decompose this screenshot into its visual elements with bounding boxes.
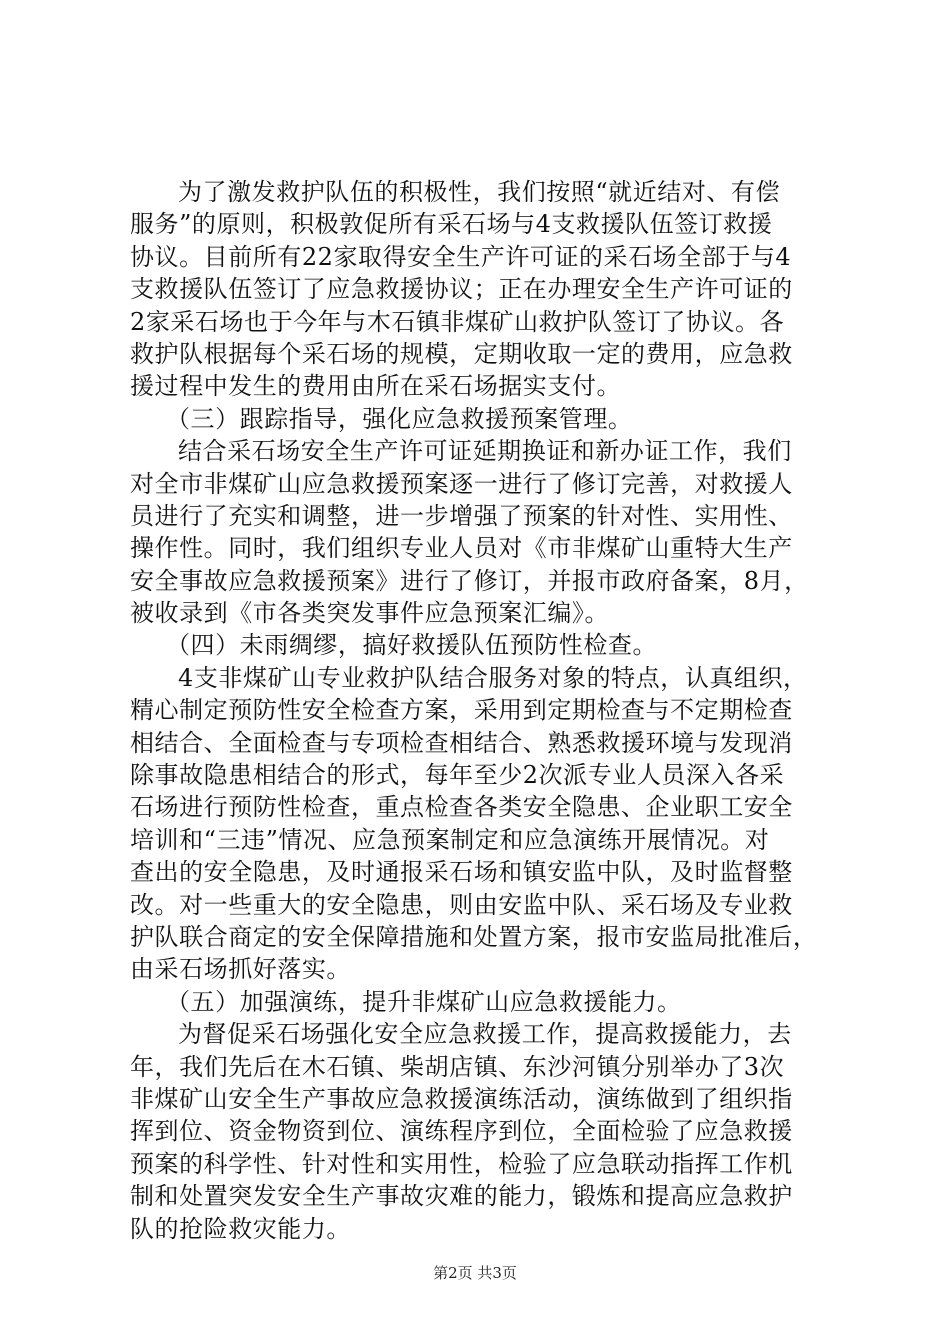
paragraph-line: 护队联合商定的安全保障措施和处置方案，报市安监局批准后， xyxy=(130,922,818,951)
paragraph-line: 对全市非煤矿山应急救援预案逐一进行了修订完善，对救援人 xyxy=(130,469,793,498)
paragraph-line: 结合采石场安全生产许可证延期换证和新办证工作，我们 xyxy=(178,437,792,466)
paragraph-line: 石场进行预防性检查，重点检查各类安全隐患、企业职工安全 xyxy=(130,793,793,822)
paragraph-line: 培训和“三违”情况、应急预案制定和应急演练开展情况。对 xyxy=(130,825,770,854)
paragraph-line: 年，我们先后在木石镇、柴胡店镇、东沙河镇分别举办了3次 xyxy=(130,1052,785,1081)
paragraph-line: 员进行了充实和调整，进一步增强了预案的针对性、实用性、 xyxy=(130,501,793,530)
page-number-footer: 第2页 共3页 xyxy=(433,1264,517,1282)
paragraph-line: 安全事故应急救援预案》进行了修订，并报市政府备案，8月， xyxy=(130,566,809,595)
paragraph-line: 队的抢险救灾能力。 xyxy=(130,1214,351,1243)
paragraph-line: 援过程中发生的费用由所在采石场据实支付。 xyxy=(130,372,621,401)
paragraph-line: 被收录到《市各类突发事件应急预案汇编》。 xyxy=(130,599,609,628)
paragraph-line: 查出的安全隐患，及时通报采石场和镇安监中队，及时监督整 xyxy=(130,858,793,887)
paragraph-line: 预案的科学性、针对性和实用性，检验了应急联动指挥工作机 xyxy=(130,1149,793,1178)
paragraph-line: 改。对一些重大的安全隐患，则由安监中队、采石场及专业救 xyxy=(130,890,793,919)
paragraph-line: 为了激发救护队伍的积极性，我们按照“就近结对、有偿 xyxy=(178,178,781,206)
section-heading: （三）跟踪指导，强化应急救援预案管理。 xyxy=(166,404,633,433)
paragraph-line: 协议。目前所有22家取得安全生产许可证的采石场全部于与4 xyxy=(130,242,792,271)
paragraph-line: 救护队根据每个采石场的规模，定期收取一定的费用，应急救 xyxy=(130,339,793,368)
section-heading: （五）加强演练，提升非煤矿山应急救援能力。 xyxy=(166,987,682,1016)
paragraph-line: 支救援队伍签订了应急救援协议；正在办理安全生产许可证的 xyxy=(130,275,793,304)
paragraph-line: 精心制定预防性安全检查方案，采用到定期检查与不定期检查 xyxy=(130,696,793,725)
paragraph-line: 相结合、全面检查与专项检查相结合、熟悉救援环境与发现消 xyxy=(130,728,793,757)
paragraph-line: 挥到位、资金物资到位、演练程序到位，全面检验了应急救援 xyxy=(130,1117,793,1146)
section-heading: （四）未雨绸缪，搞好救援队伍预防性检查。 xyxy=(166,631,657,660)
paragraph-line: 除事故隐患相结合的形式，每年至少2次派专业人员深入各采 xyxy=(130,761,785,790)
paragraph-line: 操作性。同时，我们组织专业人员对《市非煤矿山重特大生产 xyxy=(130,534,793,563)
paragraph-line: 2家采石场也于今年与木石镇非煤矿山救护队签订了协议。各 xyxy=(130,307,785,336)
paragraph-line: 为督促采石场强化安全应急救援工作，提高救援能力，去 xyxy=(178,1020,792,1049)
paragraph-line: 非煤矿山安全生产事故应急救援演练活动，演练做到了组织指 xyxy=(130,1084,793,1113)
paragraph-line: 4支非煤矿山专业救护队结合服务对象的特点，认真组织， xyxy=(178,663,808,692)
paragraph-line: 由采石场抓好落实。 xyxy=(130,955,351,984)
paragraph-line: 制和处置突发安全生产事故灾难的能力，锻炼和提高应急救护 xyxy=(130,1182,793,1211)
paragraph-line: 服务”的原则，积极敦促所有采石场与4支救援队伍签订救援 xyxy=(130,210,773,239)
document-body xyxy=(130,176,840,1245)
